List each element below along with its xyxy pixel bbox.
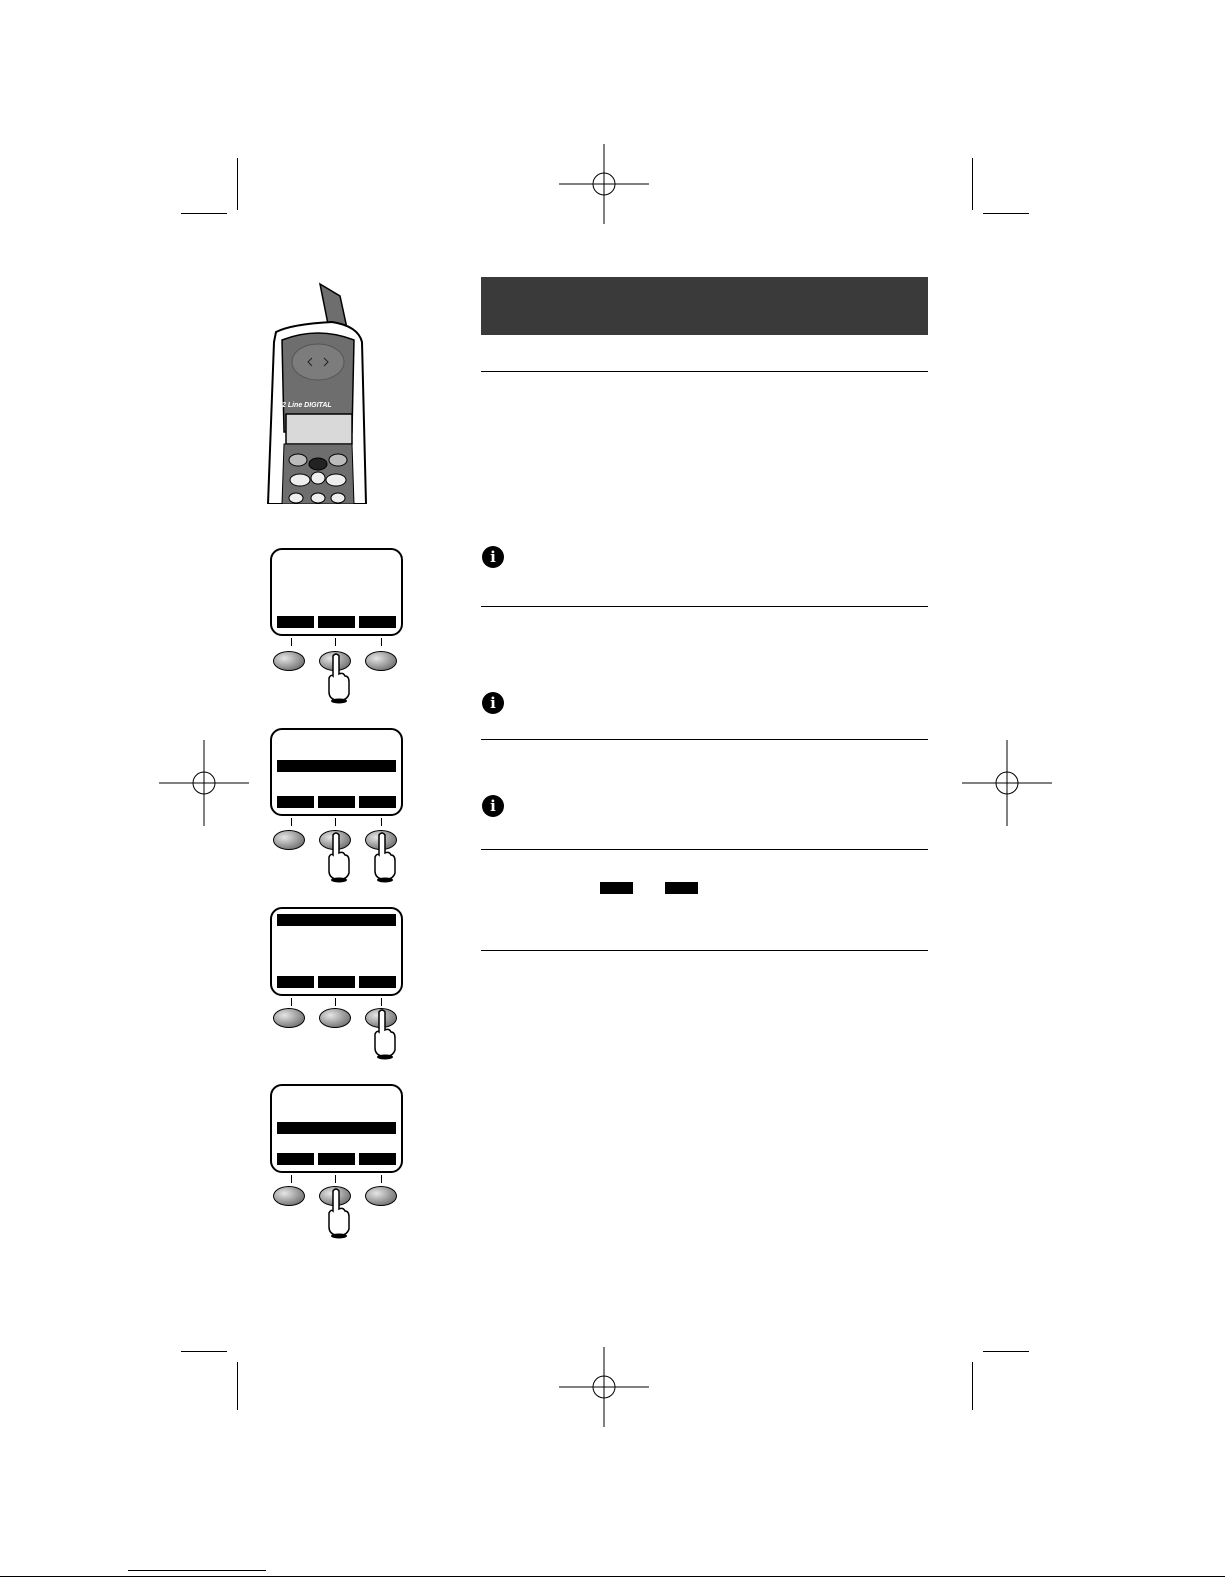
softkey-tick <box>335 638 336 646</box>
softkey-tick <box>291 1175 292 1183</box>
softkey-strip <box>277 796 396 808</box>
softkey-tick <box>291 638 292 646</box>
printer-footer-underline <box>128 1570 266 1571</box>
section-divider-3 <box>481 739 928 740</box>
info-icon: i <box>482 692 504 714</box>
section-title-bar <box>481 277 928 335</box>
crop-mark-top-left-horizontal <box>181 213 227 214</box>
crop-mark-top-right-vertical <box>972 158 973 210</box>
softkey-tick <box>381 818 382 826</box>
info-icon: i <box>482 795 504 817</box>
softkey-tick <box>335 1175 336 1183</box>
info-icon: i <box>482 546 504 568</box>
softkey-left-button <box>273 1008 305 1028</box>
pointing-finger-icon <box>325 652 351 704</box>
lcd-step-2 <box>270 728 403 816</box>
softkey-right-button <box>365 1186 397 1206</box>
softkey-tick <box>381 638 382 646</box>
softkey-left-button <box>273 1186 305 1206</box>
crop-mark-bottom-left-vertical <box>237 1362 238 1410</box>
softkey-right-button <box>365 651 397 671</box>
lcd-step-4 <box>270 1084 403 1173</box>
softkey-tick <box>291 998 292 1006</box>
registration-mark-top <box>559 139 649 229</box>
registration-mark-left <box>159 738 249 828</box>
softkey-strip <box>277 1153 396 1165</box>
section-divider-2 <box>481 606 928 607</box>
softkey-tick <box>381 998 382 1006</box>
highlighted-row <box>277 760 396 772</box>
inline-softkey-label <box>600 882 633 894</box>
softkey-left-button <box>273 651 305 671</box>
section-title <box>481 277 928 309</box>
highlighted-row <box>277 1122 396 1134</box>
pointing-finger-icon <box>325 831 351 883</box>
softkey-middle-button <box>319 1008 351 1028</box>
section-divider-5 <box>481 950 928 951</box>
pointing-finger-icon <box>325 1187 351 1239</box>
highlighted-row <box>277 914 396 926</box>
section-divider-1 <box>481 371 928 372</box>
handset-illustration <box>262 282 374 504</box>
pointing-finger-icon <box>371 1008 397 1060</box>
softkey-tick <box>335 818 336 826</box>
lcd-step-3 <box>270 907 403 996</box>
crop-mark-bottom-left-horizontal <box>181 1351 227 1352</box>
pointing-finger-icon <box>371 831 397 883</box>
crop-mark-top-right-horizontal <box>983 213 1029 214</box>
section-divider-4 <box>481 849 928 850</box>
softkey-tick <box>381 1175 382 1183</box>
softkey-left-button <box>273 830 305 850</box>
inline-softkey-label <box>665 882 698 894</box>
crop-mark-bottom-right-horizontal <box>983 1351 1029 1352</box>
softkey-tick <box>335 998 336 1006</box>
softkey-tick <box>291 818 292 826</box>
crop-mark-bottom-right-vertical <box>972 1362 973 1410</box>
printer-footer-line <box>0 1576 1225 1577</box>
registration-mark-right <box>962 738 1052 828</box>
softkey-strip <box>277 616 396 628</box>
registration-mark-bottom <box>559 1342 649 1432</box>
crop-mark-top-left-vertical <box>237 158 238 210</box>
softkey-strip <box>277 976 396 988</box>
lcd-step-1 <box>270 548 403 636</box>
handset-brand-label: 2 Line DIGITAL <box>282 402 332 409</box>
